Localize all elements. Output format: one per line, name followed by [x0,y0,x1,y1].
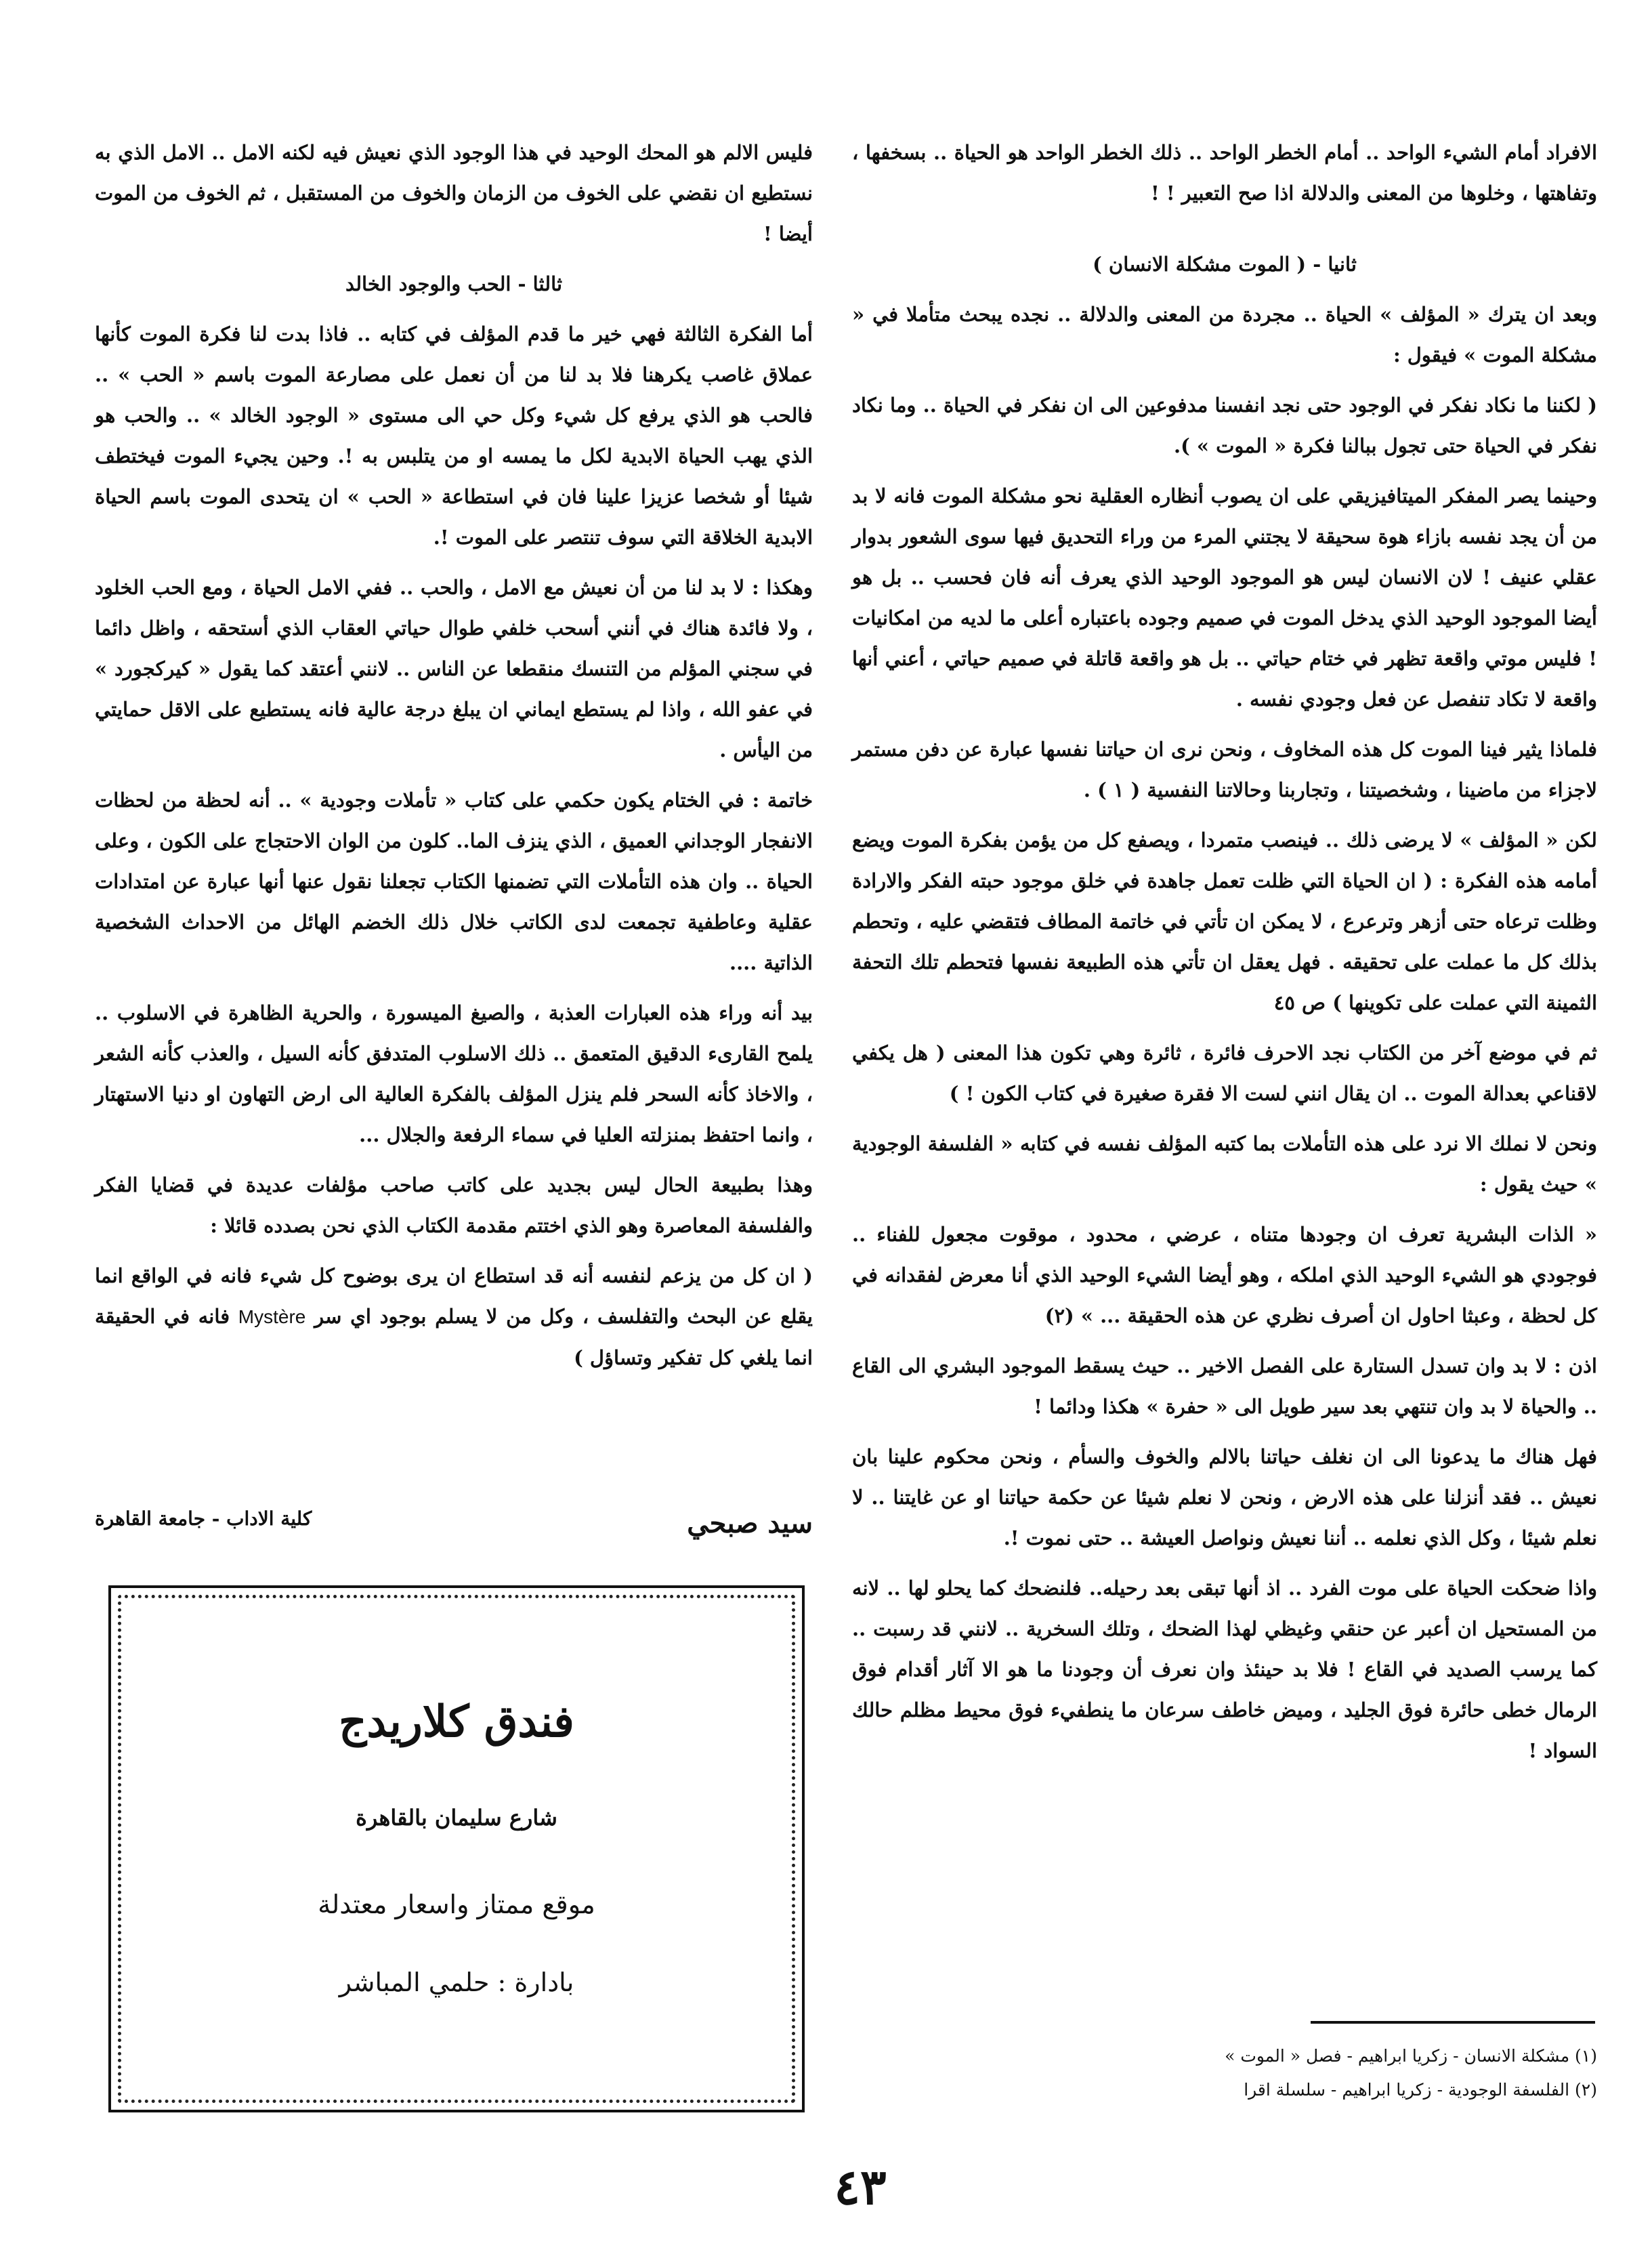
hotel-feature: موقع ممتاز واسعار معتدلة [318,1890,595,1919]
paragraph: الافراد أمام الشيء الواحد .. أمام الخطر الواحد .. ذلك الخطر الواحد هو الحياة .. بسخفها ، وتفاهتها ، وخلوها من المعنى والدلالة اذا صح التعبير ! ! [852,141,1597,205]
paragraph: ( لكننا ما نكاد نفكر في الوجود حتى نجد انفسنا مدفوعين الى ان نفكر في الحياة .. وما نكاد نفكر في الحياة حتى تجول ببالنا فكرة « الموت » ). [852,394,1597,457]
paragraph: « الذات البشرية تعرف ان وجودها متناه ، عرضي ، محدود ، موقوت مجعول للفناء .. فوجودي هو الشيء الوحيد الذي املكه ، وهو أيضا الشيء الوحيد الذي أنا معرض لفقدانه في كل لحظة ، وعبثا احاول ان أصرف نظري عن هذه الحقيقة ... » (٢) [852,1223,1597,1327]
section-heading: ثالثا - الحب والوجود الخالد [345,272,563,295]
paragraph: واذا ضحكت الحياة على موت الفرد .. اذ أنها تبقى بعد رحيله.. فلنضحك كما يحلو لها .. لانه من المستحيل ان أعبر عن حنقي وغيظي لهذا الضحك ، وتلك السخرية .. لانني قد رسبت .. كما يرسب الصديد في القاع ! فلا بد حينئذ وان نعرف أن وجودنا ما هو الا آثار أقدام فوق الرمال خطى حائرة فوق الجليد ، وميض خاطف سرعان ما ينطفيء فوق محيط مظلم حالك السواد ! [852,1577,1597,1762]
hotel-name: فندق كلاريدج [339,1696,574,1747]
paragraph: فهل هناك ما يدعونا الى ان نغلف حياتنا بالالم والخوف والسأم ، ونحن محكوم علينا بان نعيش .. فقد أنزلنا على هذه الارض ، ونحن لا نعلم شيئا عن حكمة حياتنا او عن غايتنا .. لا نعلم شيئا ، وكل الذي نعلمه .. أننا نعيش ونواصل العيشة .. حتى نموت !. [852,1445,1597,1549]
paragraph: وهكذا : لا بد لنا من أن نعيش مع الامل ، والحب .. ففي الامل الحياة ، ومع الحب الخلود ، ولا فائدة هناك في أنني أسحب خلفي طوال حياتي العقاب الذي أستحقه ، واظل دائما في سجني المؤلم من التنسك منقطعا عن الناس .. لانني أعتقد كما يقول « كيركجورد » في عفو الله ، واذا لم يستطع ايماني ان يبلغ درجة عالية فانه يستطيع على الاقل حمايتي من اليأس . [95,576,813,762]
paragraph: خاتمة : في الختام يكون حكمي على كتاب « تأملات وجودية » .. أنه لحظة من لحظات الانفجار الوجداني العميق ، الذي ينزف الما.. كلون من الوان الاحتجاج على الكون ، وعلى الحياة .. وان هذه التأملات التي تضمنها الكتاب تجعلنا نقول عنها أنها عبارة عن امتدادات عقلية وعاطفية تجمعت لدى الكاتب خلال ذلك الخضم الهائل من الاحداث الشخصية الذاتية .... [95,789,813,974]
footnote: (٢) الفلسفة الوجودية - زكريا ابراهيم - سلسلة اقرا [1244,2080,1597,2100]
hotel-advertisement [108,1585,805,2112]
quote-text: فانه في الحقيقة انما يلغي كل تفكير وتساؤل ) [95,1305,813,1369]
hotel-manager: بادارة : حلمي المباشر [339,1967,574,1997]
right-column [852,132,1597,1780]
paragraph: فلماذا يثير فينا الموت كل هذه المخاوف ، ونحن نرى ان حياتنا نفسها عبارة عن دفن مستمر لاجزاء من ماضينا ، وشخصيتنا ، وتجاربنا وحالاتنا النفسية ( ١ ) . [852,738,1597,801]
paragraph: وحينما يصر المفكر الميتافيزيقي على ان يصوب أنظاره العقلية نحو مشكلة الموت فانه لا بد من أن يجد نفسه بازاء هوة سحيقة لا يجتني المرء من وراء التحديق فيها سوى الشعور بدوار عقلي عنيف ! لان الانسان ليس هو الموجود الوحيد الذي يعرف أنه فان فحسب .. بل هو أيضا الموجود الوحيد الذي يدخل الموت في صميم وجوده باعتباره أعلى ما لديه من امكانيات ! فليس موتي واقعة تظهر في ختام حياتي .. بل هو واقعة قاتلة في صميم حياتي ، أعني أنها واقعة لا تكاد تنفصل عن فعل وجودي نفسه . [852,484,1597,711]
section-heading: ثانيا - ( الموت مشكلة الانسان ) [1093,253,1357,276]
author-name: سيد صبحي [687,1507,813,1539]
spacer [852,228,1597,229]
footnote-divider [1311,2021,1595,2024]
closing-quote [95,1255,813,1378]
paragraph: وهذا بطبيعة الحال ليس بجديد على كاتب صاحب مؤلفات عديدة في قضايا الفكر والفلسفة المعاصرة وهو الذي اختتم مقدمة الكتاب الذي نحن بصدده قائلا : [95,1173,813,1237]
hotel-address: شارع سليمان بالقاهرة [356,1805,557,1831]
foreign-word: Mystère [238,1306,306,1327]
paragraph: لكن « المؤلف » لا يرضى ذلك .. فينصب متمردا ، ويصفع كل من يؤمن بفكرة الموت ويضع أمامه هذه الفكرة : ( ان الحياة التي ظلت تعمل جاهدة في خلق موجود حبته الفكر والارادة وظلت ترعاه حتى أزهر وترعرع ، لا يمكن ان تأتي في خاتمة المطاف فتقضي عليه ، وتحطم بذلك كل ما عملت على تحقيقه . فهل يعقل ان تأتي هذه الطبيعة نفسها فتحطم تلك التحفة الثمينة التي عملت على تكوينها ) ص ٤٥ [852,829,1597,1014]
paragraph: بيد أنه وراء هذه العبارات العذبة ، والصيغ الميسورة ، والحرية الظاهرة في الاسلوب .. يلمح القارىء الدقيق المتعمق .. ذلك الاسلوب المتدفق كأنه السيل ، والعذب كأنه الشعر ، والاخاذ كأنه السحر فلم ينزل المؤلف بالفكرة العالية الى ارض التهاون او دنيا الاستهتار ، وانما احتفظ بمنزلته العليا في سماء الرفعة والجلال ... [95,1001,813,1146]
quote-text: ( ان كل من يزعم لنفسه أنه قد استطاع ان يرى بوضوح كل شيء فانه في الواقع انما يقلع عن البحث والتفلسف ، وكل من لا يسلم بوجود اي سر [95,1264,813,1328]
advertisement-content [111,1588,802,2110]
author-affiliation: كلية الاداب - جامعة القاهرة [95,1507,312,1530]
article-signature [95,1507,813,1539]
paragraph: ثم في موضع آخر من الكتاب نجد الاحرف فائرة ، ثائرة وهي تكون هذا المعنى ( هل يكفي لاقناعي بعدالة الموت .. ان يقال انني لست الا فقرة صغيرة في كتاب الكون ! ) [852,1041,1597,1105]
paragraph: فليس الالم هو المحك الوحيد في هذا الوجود الذي نعيش فيه لكنه الامل .. الامل الذي به نستطيع ان نقضي على الخوف من الزمان والخوف من المستقبل ، ثم الخوف من الموت أيضا ! [95,141,813,245]
paragraph: ونحن لا نملك الا نرد على هذه التأملات بما كتبه المؤلف نفسه في كتابه « الفلسفة الوجودية » حيث يقول : [852,1132,1597,1196]
footnote: (١) مشكلة الانسان - زكريا ابراهيم - فصل « الموت » [1225,2046,1597,2066]
paragraph: أما الفكرة الثالثة فهي خير ما قدم المؤلف في كتابه .. فاذا بدت لنا فكرة الموت كأنها عملاق غاصب يكرهنا فلا بد لنا من أن نعمل على مصارعة الموت باسم « الحب » .. فالحب هو الذي يرفع كل شيء وكل حي الى مستوى « الوجود الخالد » .. والحب هو الذي يهب الحياة الابدية لكل ما يمسه او من يتلبس به !. وحين يجيء الموت فيختطف شيئا أو شخصا عزيزا علينا فان في استطاعة « الحب » ان يتحدى الموت باسم الحياة الابدية الخلاقة التي سوف تنتصر على الموت !. [95,322,813,549]
paragraph: وبعد ان يترك « المؤلف » الحياة .. مجردة من المعنى والدلالة .. نجده يبحث متأملا في « مشكلة الموت » فيقول : [852,303,1597,367]
left-column [95,132,813,1388]
page-number: ٤٣ [834,2158,887,2215]
paragraph: اذن : لا بد وان تسدل الستارة على الفصل الاخير .. حيث يسقط الموجود البشري الى القاع .. والحياة لا بد وان تنتهي بعد سير طويل الى « حفرة » هكذا ودائما ! [852,1354,1597,1418]
footnotes [852,2039,1597,2107]
